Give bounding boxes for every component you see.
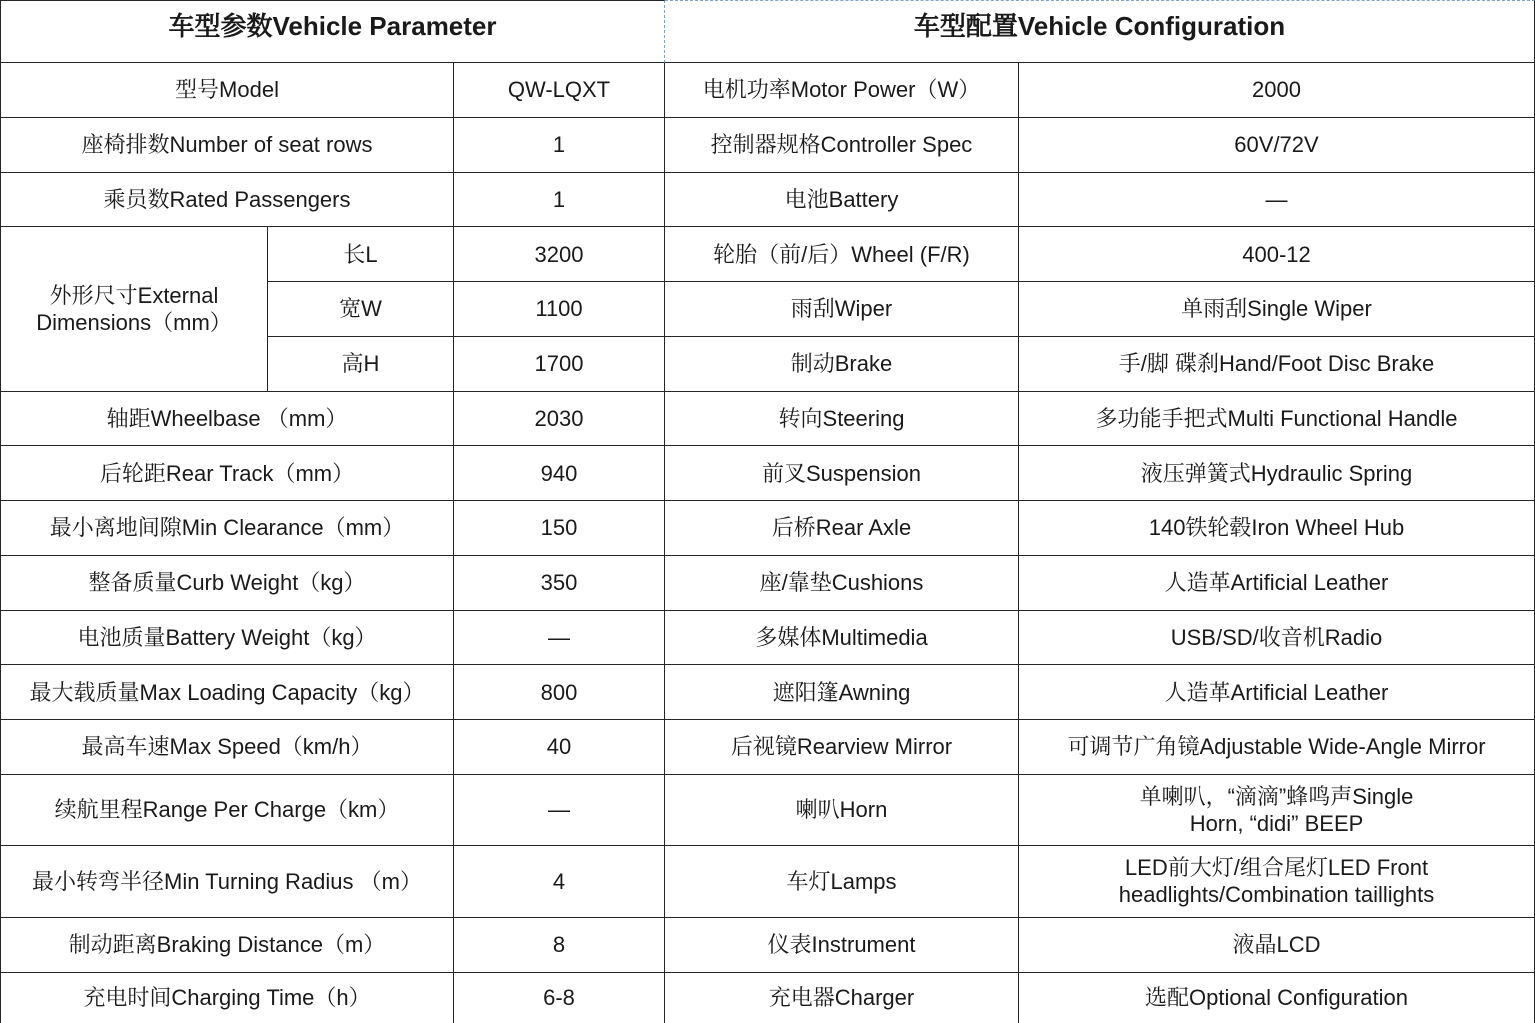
config-label-multimedia: 多媒体Multimedia [665,611,1019,666]
config-value-rear-axle: 140铁轮毂Iron Wheel Hub [1019,501,1535,556]
param-label-wheelbase: 轴距Wheelbase （mm） [0,392,454,447]
param-label-dimensions-line-2: Dimensions（mm） [36,309,232,335]
config-label-awning: 遮阳篷Awning [665,665,1019,720]
dimension-value-height: 1700 [454,337,665,392]
param-value-turning-radius: 4 [454,846,665,918]
config-value-rearview-mirror: 可调节广角镜Adjustable Wide-Angle Mirror [1019,720,1535,775]
param-value-max-loading: 800 [454,665,665,720]
param-label-dimensions [0,227,268,391]
param-value-min-clearance: 150 [454,501,665,556]
param-label-rear-track: 后轮距Rear Track（mm） [0,446,454,501]
config-label-controller: 控制器规格Controller Spec [665,118,1019,173]
config-label-horn: 喇叭Horn [665,775,1019,846]
config-value-charger: 选配Optional Configuration [1019,973,1535,1023]
dimension-label-width: 宽W [268,282,454,337]
configuration-header: 车型配置Vehicle Configuration [665,0,1535,63]
param-label-max-speed: 最高车速Max Speed（km/h） [0,720,454,775]
param-value-charging-time: 6-8 [454,973,665,1023]
config-value-lamps-line-1: LED前大灯/组合尾灯LED Front [1124,855,1429,881]
config-value-wiper: 单雨刮Single Wiper [1019,282,1535,337]
config-value-motor-power: 2000 [1019,63,1535,118]
config-label-brake: 制动Brake [665,337,1019,392]
config-label-wheel: 轮胎（前/后）Wheel (F/R) [665,227,1019,282]
config-value-brake: 手/脚 碟刹Hand/Foot Disc Brake [1019,337,1535,392]
param-label-range: 续航里程Range Per Charge（km） [0,775,454,846]
param-value-max-speed: 40 [454,720,665,775]
param-label-min-clearance: 最小离地间隙Min Clearance（mm） [0,501,454,556]
param-label-model: 型号Model [0,63,454,118]
dimension-value-length: 3200 [454,227,665,282]
param-value-passengers: 1 [454,173,665,228]
param-value-rear-track: 940 [454,446,665,501]
config-value-controller: 60V/72V [1019,118,1535,173]
param-value-model: QW-LQXT [454,63,665,118]
param-label-seat-rows: 座椅排数Number of seat rows [0,118,454,173]
config-value-instrument: 液晶LCD [1019,918,1535,973]
config-value-multimedia: USB/SD/收音机Radio [1019,611,1535,666]
dimension-label-height: 高H [268,337,454,392]
config-label-battery: 电池Battery [665,173,1019,228]
param-label-turning-radius: 最小转弯半径Min Turning Radius （m） [0,846,454,918]
param-value-wheelbase: 2030 [454,392,665,447]
config-value-lamps-line-2: headlights/Combination taillights [1118,882,1435,908]
config-value-lamps [1019,846,1535,918]
config-value-cushions: 人造革Artificial Leather [1019,556,1535,611]
config-label-rear-axle: 后桥Rear Axle [665,501,1019,556]
config-value-awning: 人造革Artificial Leather [1019,665,1535,720]
config-label-charger: 充电器Charger [665,973,1019,1023]
param-value-seat-rows: 1 [454,118,665,173]
config-value-horn-line-2: Horn, “didi” BEEP [1189,810,1364,836]
config-label-wiper: 雨刮Wiper [665,282,1019,337]
param-label-battery-weight: 电池质量Battery Weight（kg） [0,611,454,666]
config-label-suspension: 前叉Suspension [665,446,1019,501]
dimension-value-width: 1100 [454,282,665,337]
param-label-max-loading: 最大载质量Max Loading Capacity（kg） [0,665,454,720]
config-label-steering: 转向Steering [665,392,1019,447]
config-label-motor-power: 电机功率Motor Power（W） [665,63,1019,118]
parameter-header: 车型参数Vehicle Parameter [0,0,665,63]
config-label-cushions: 座/靠垫Cushions [665,556,1019,611]
config-value-steering: 多功能手把式Multi Functional Handle [1019,392,1535,447]
config-label-rearview-mirror: 后视镜Rearview Mirror [665,720,1019,775]
config-value-horn-line-1: 单喇叭，“滴滴”蜂鸣声Single [1139,783,1414,809]
param-label-dimensions-line-1: 外形尺寸External [49,282,219,308]
config-value-battery: — [1019,173,1535,228]
config-value-wheel: 400-12 [1019,227,1535,282]
config-value-suspension: 液压弹簧式Hydraulic Spring [1019,446,1535,501]
param-value-battery-weight: — [454,611,665,666]
dimension-label-length: 长L [268,227,454,282]
param-label-curb-weight: 整备质量Curb Weight（kg） [0,556,454,611]
config-value-horn [1019,775,1535,846]
param-label-braking-distance: 制动距离Braking Distance（m） [0,918,454,973]
param-label-charging-time: 充电时间Charging Time（h） [0,973,454,1023]
config-label-instrument: 仪表Instrument [665,918,1019,973]
param-value-braking-distance: 8 [454,918,665,973]
config-label-lamps: 车灯Lamps [665,846,1019,918]
param-value-range: — [454,775,665,846]
param-label-passengers: 乘员数Rated Passengers [0,173,454,228]
param-value-curb-weight: 350 [454,556,665,611]
